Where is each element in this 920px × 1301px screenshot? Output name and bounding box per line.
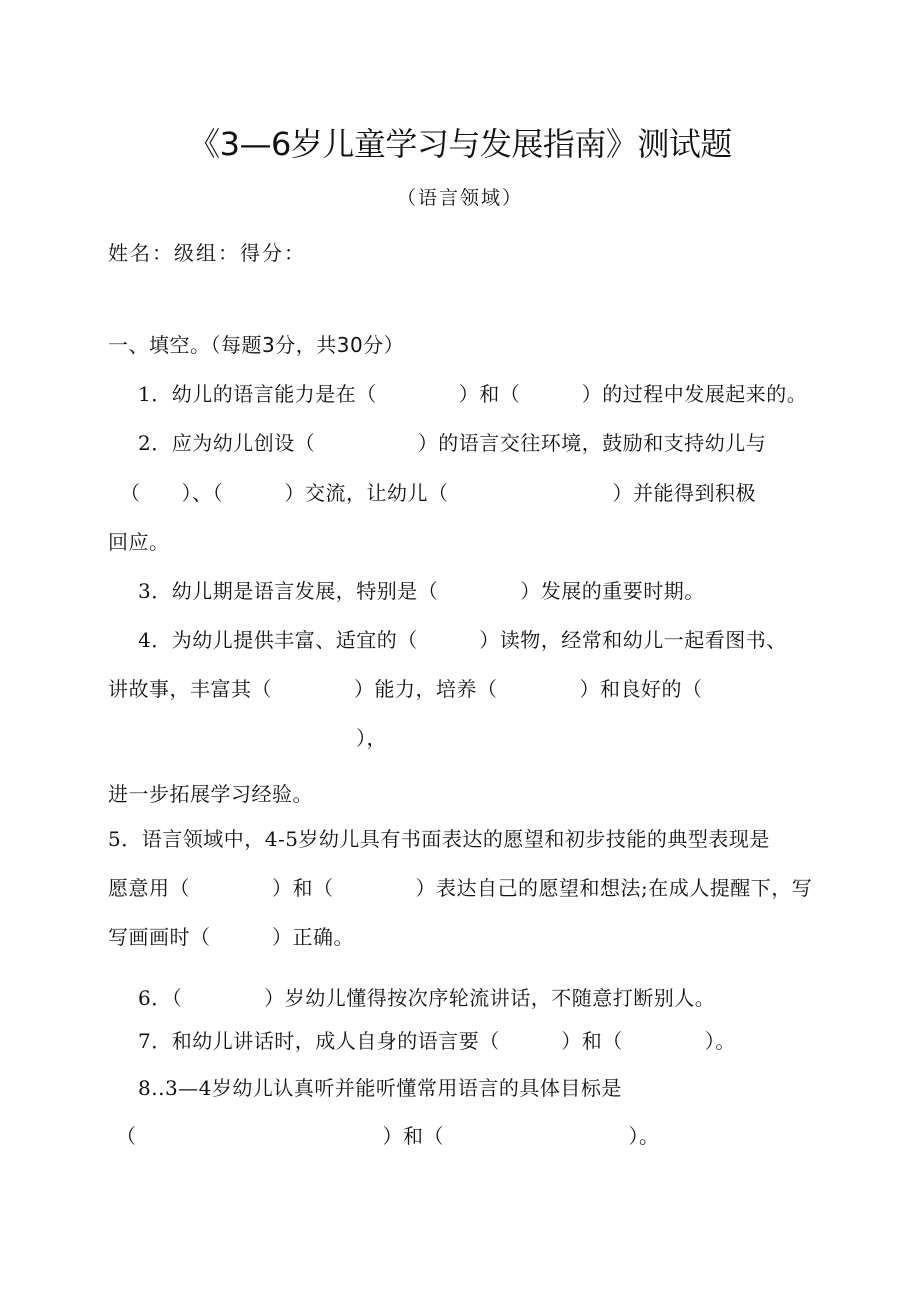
question-6-line: 6．（ ）岁幼儿懂得按次序轮流讲话，不随意打断别人。 bbox=[138, 986, 716, 1010]
question-4-line-1: 4．为幼儿提供丰富、适宜的（ ）读物，经常和幼儿一起看图书、 bbox=[138, 628, 787, 652]
question-5-line-2: 愿意用（ ）和（ ）表达自己的愿望和想法;在成人提醒下，写 bbox=[108, 876, 813, 900]
question-2-line-1: 2．应为幼儿创设（ ）的语言交往环境，鼓励和支持幼儿与 bbox=[138, 431, 767, 455]
question-5-line-3: 写画画时（ ）正确。 bbox=[108, 925, 354, 949]
question-8-line-2: （ ）和（ ）。 bbox=[116, 1124, 660, 1148]
question-3-line: 3．幼儿期是语言发展，特别是（ ）发展的重要时期。 bbox=[138, 579, 705, 603]
page-title: 《3—6岁儿童学习与发展指南》测试题 bbox=[188, 125, 732, 163]
question-4-line-2: 讲故事，丰富其（ ）能力，培养（ ）和良好的（ bbox=[108, 677, 703, 701]
question-4-line-4: 进一步拓展学习经验。 bbox=[108, 782, 313, 806]
section-heading: 一、填空。（每题3分，共30分） bbox=[108, 333, 405, 357]
question-4-line-3: ）， bbox=[356, 726, 387, 750]
student-info-line: 姓名：级组：得分： bbox=[108, 241, 306, 265]
question-8-line-1: 8..3—4岁幼儿认真听并能听懂常用语言的具体目标是 bbox=[138, 1076, 622, 1100]
question-2-line-3: 回应。 bbox=[108, 530, 170, 554]
question-7-line: 7．和幼儿讲话时，成人自身的语言要（ ）和（ ）。 bbox=[138, 1029, 736, 1053]
page-subtitle: （语言领域） bbox=[396, 187, 523, 209]
question-1-line: 1．幼儿的语言能力是在（ ）和（ ）的过程中发展起来的。 bbox=[138, 382, 808, 406]
question-5-line-1: 5．语言领域中，4-5岁幼儿具有书面表达的愿望和初步技能的典型表现是 bbox=[108, 827, 770, 851]
question-2-line-2: （ ）、（ ）交流，让幼儿（ ）并能得到积极 bbox=[120, 481, 756, 505]
